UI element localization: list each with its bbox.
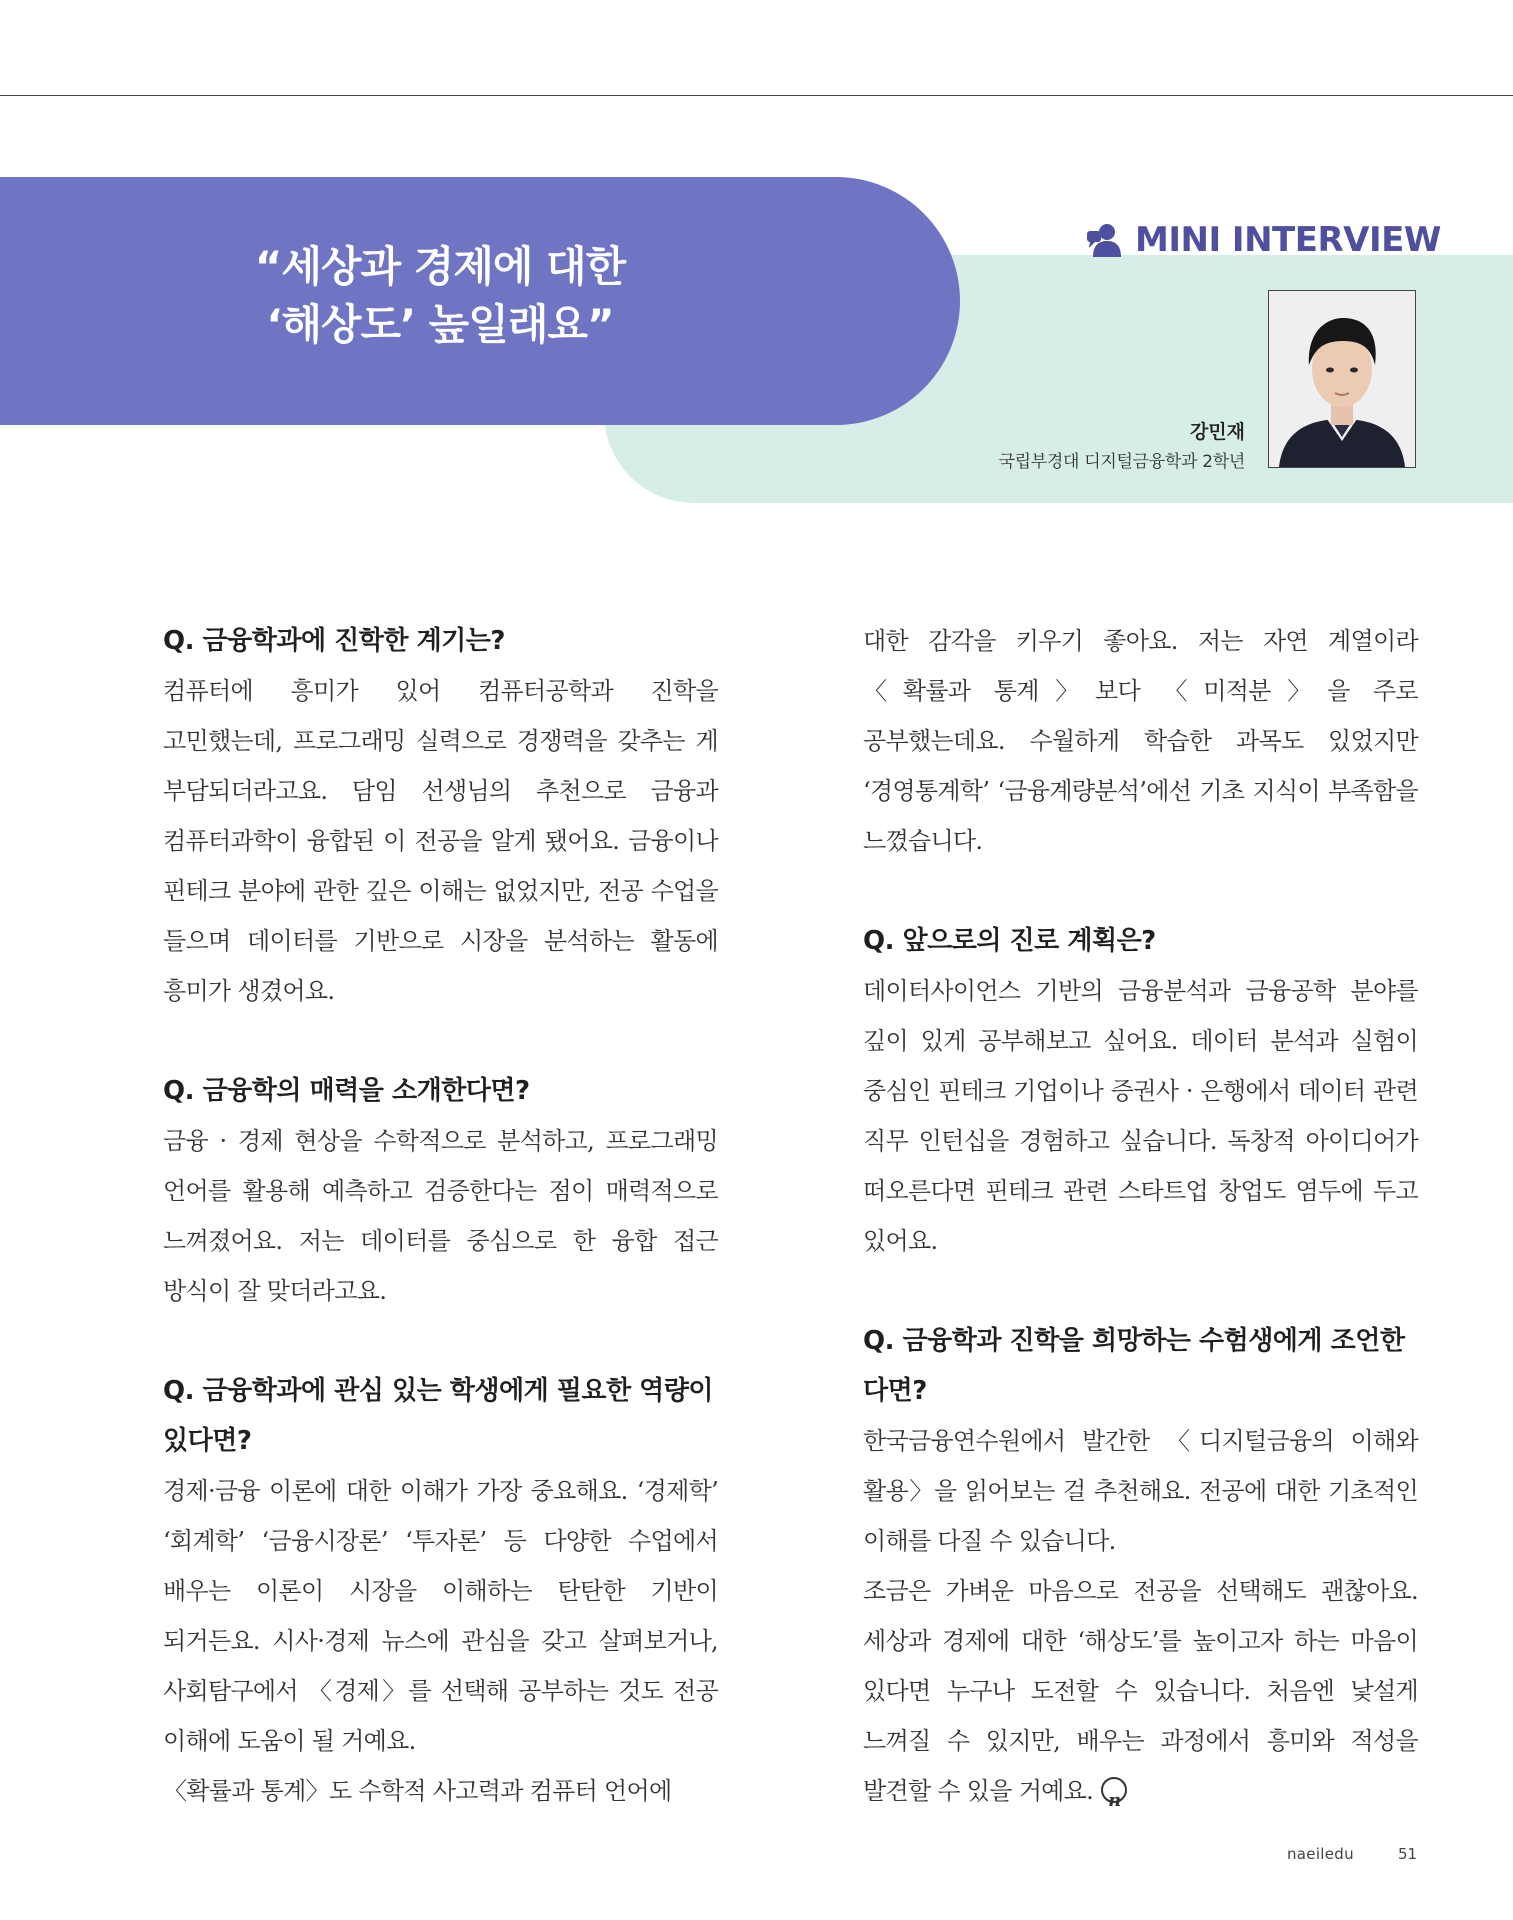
answer-3-paragraph-2: 〈확률과 통계〉도 수학적 사고력과 컴퓨터 언어에: [163, 1777, 672, 1805]
interview-person-icon: [1085, 221, 1125, 259]
answer-3-continued: 대한 감각을 키우기 좋아요. 저는 자연 계열이라 〈확률과 통계〉보다 〈미적분〉을 주로 공부했는데요. 수월하게 학습한 과목도 있었지만 ‘경영통계학’ ‘금융계량분석’에선 기초 지식이 부족함을 느꼈습니다.: [863, 627, 1418, 855]
answer-2: 금융 · 경제 현상을 수학적으로 분석하고, 프로그래밍 언어를 활용해 예측하고 검증한다는 점이 매력적으로 느껴졌어요. 저는 데이터를 중심으로 한 융합 접근 방식이 잘 맞더라고요.: [163, 1127, 718, 1305]
right-column: [863, 616, 1418, 1816]
answer-5-paragraph-1: 한국금융연수원에서 발간한 〈디지털금융의 이해와 활용〉을 읽어보는 걸 추천해요. 전공에 대한 기초적인 이해를 다질 수 있습니다.: [863, 1427, 1418, 1555]
profile-name: 강민재: [1189, 421, 1245, 443]
top-rule: [0, 95, 1513, 96]
question-3: Q. 금융학과에 관심 있는 학생에게 필요한 역량이 있다면?: [163, 1376, 713, 1456]
profile-photo: [1268, 290, 1416, 468]
question-4: Q. 앞으로의 진로 계획은?: [863, 926, 1156, 956]
headline: [130, 238, 750, 354]
left-column: [163, 616, 718, 1816]
headline-line-2: ‘해상도’ 높일래요”: [266, 300, 614, 349]
naeil-end-mark-icon: [1101, 1777, 1127, 1803]
page-number: 51: [1398, 1845, 1418, 1863]
profile-affiliation: 국립부경대 디지털금융학과 2학년: [998, 452, 1245, 472]
section-label: [1085, 215, 1441, 265]
answer-4: 데이터사이언스 기반의 금융분석과 금융공학 분야를 깊이 있게 공부해보고 싶어요. 데이터 분석과 실험이 중심인 핀테크 기업이나 증권사 · 은행에서 데이터 관련 직무 인턴십을 경험하고 싶습니다. 독창적 아이디어가 떠오른다면 핀테크 관련 스타트업 창업도 염두에 두고 있어요.: [863, 977, 1418, 1255]
answer-5-paragraph-2-text: 조금은 가벼운 마음으로 전공을 선택해도 괜찮아요. 세상과 경제에 대한 ‘해상도’를 높이고자 하는 마음이 있다면 누구나 도전할 수 있습니다. 처음엔 낯설게 느껴질 수 있지만, 배우는 과정에서 흥미와 적성을 발견할 수 있을 거예요.: [863, 1577, 1418, 1805]
headline-line-1: “세상과 경제에 대한: [254, 242, 626, 291]
question-2: Q. 금융학의 매력을 소개한다면?: [163, 1076, 530, 1106]
question-5: Q. 금융학과 진학을 희망하는 수험생에게 조언한다면?: [863, 1326, 1405, 1406]
answer-3-paragraph-1: 경제·금융 이론에 대한 이해가 가장 중요해요. ‘경제학’ ‘회계학’ ‘금융시장론’ ‘투자론’ 등 다양한 수업에서 배우는 이론이 시장을 이해하는 탄탄한 기반이 되거든요. 시사·경제 뉴스에 관심을 갖고 살펴보거나, 사회탐구에서 〈경제〉를 선택해 공부하는 것도 전공 이해에 도움이 될 거예요.: [163, 1477, 718, 1755]
answer-5-paragraph-2: [863, 1566, 1418, 1816]
section-label-text: MINI INTERVIEW: [1135, 220, 1441, 260]
question-1: Q. 금융학과에 진학한 계기는?: [163, 626, 505, 656]
answer-1: 컴퓨터에 흥미가 있어 컴퓨터공학과 진학을 고민했는데, 프로그래밍 실력으로 경쟁력을 갖추는 게 부담되더라고요. 담임 선생님의 추천으로 금융과 컴퓨터과학이 융합된 이 전공을 알게 됐어요. 금융이나 핀테크 분야에 관한 깊은 이해는 없었지만, 전공 수업을 들으며 데이터를 기반으로 시장을 분석하는 활동에 흥미가 생겼어요.: [163, 677, 718, 1005]
footer-brand: naeiledu: [1287, 1845, 1354, 1863]
